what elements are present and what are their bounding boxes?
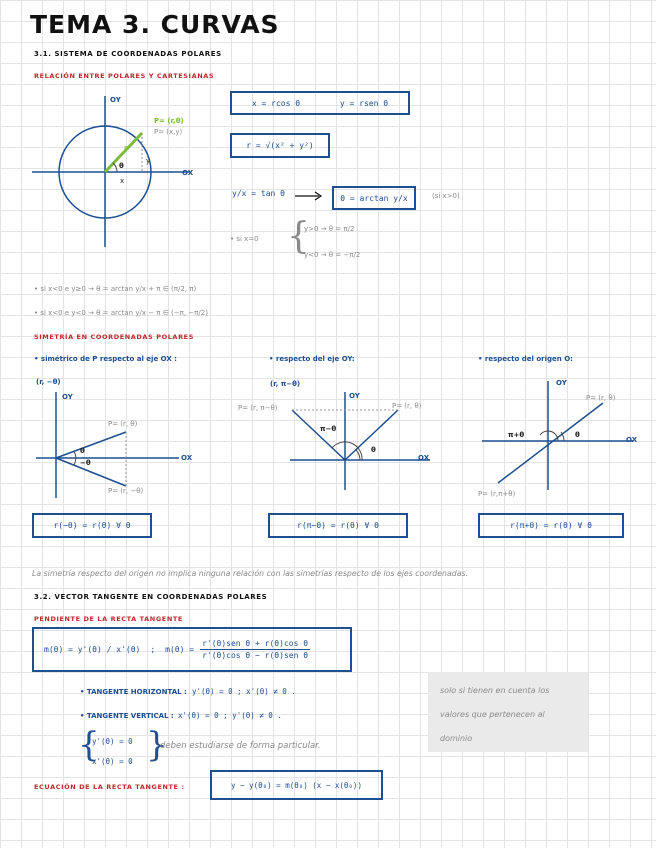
sym3-oy: OY bbox=[556, 379, 567, 387]
ecuacion-box bbox=[210, 770, 383, 800]
sym1-oy: OY bbox=[62, 393, 73, 401]
brace-left: { bbox=[78, 725, 100, 765]
pendiente-fraction bbox=[200, 639, 310, 660]
formula-r-box bbox=[230, 133, 330, 158]
side-note-line-2: valores que pertenecen al bbox=[440, 710, 545, 719]
sym2-p1: P= (r, π−θ) bbox=[238, 404, 278, 412]
circle-r-label: r bbox=[124, 144, 127, 152]
sym3-p2: P= (r,π+θ) bbox=[478, 490, 516, 498]
pendiente-heading: PENDIENTE DE LA RECTA TANGENTE bbox=[34, 615, 183, 623]
section-heading-2: 3.2. VECTOR TANGENTE EN COORDENADAS POLARES bbox=[34, 593, 268, 601]
sym2-formula: r(π−θ) = r(θ) ∀ θ bbox=[297, 521, 379, 530]
sym1-p2: P= (r, −θ) bbox=[108, 487, 144, 495]
case-x-neg-y-neg: • si x<0 e y<0 → θ = arctan y/x − π ∈ (−π, −π/2) bbox=[34, 309, 208, 317]
formula-arctan-box bbox=[332, 186, 416, 210]
tangente-horizontal-label: • TANGENTE HORIZONTAL : bbox=[80, 688, 187, 696]
sym2-ox: OX bbox=[418, 454, 430, 462]
pendiente-formula-b-lhs: m(θ) = bbox=[165, 645, 195, 654]
arrow-icon bbox=[295, 191, 323, 201]
brace-right: } bbox=[146, 725, 168, 765]
sym2-tag: (r, π−θ) bbox=[270, 380, 301, 388]
sym1-title: • simétrico de P respecto al eje OX : bbox=[34, 355, 177, 363]
circle-theta-label: θ bbox=[119, 162, 124, 170]
relacion-heading: RELACIÓN ENTRE POLARES Y CARTESIANAS bbox=[34, 72, 215, 80]
sym1-formula-box bbox=[32, 513, 152, 538]
sym2-title: • respecto del eje OY: bbox=[269, 355, 355, 363]
formula-r: r = √(x² + y²) bbox=[246, 141, 314, 150]
circle-x-label: x bbox=[120, 177, 125, 185]
sym1-theta: θ bbox=[80, 447, 85, 455]
case-y-negative: y<0 → θ = −π/2 bbox=[304, 251, 361, 259]
sym1-diagram bbox=[34, 390, 194, 500]
pendiente-formula-a: m(θ) = y'(θ) / x'(θ) bbox=[44, 645, 141, 654]
pendiente-denominator: r'(θ)cos θ − r(θ)sen θ bbox=[202, 651, 309, 660]
simetria-heading: SIMETRÍA EN COORDENADAS POLARES bbox=[34, 333, 194, 341]
sym3-formula-box bbox=[478, 513, 624, 538]
tangente-vertical-label: • TANGENTE VERTICAL : bbox=[80, 712, 174, 720]
case-y-positive: y>0 → θ = π/2 bbox=[304, 225, 355, 233]
sym1-formula: r(−θ) = r(θ) ∀ θ bbox=[53, 521, 131, 530]
case-x-neg-y-pos: • si x<0 e y≥0 → θ = arctan y/x + π ∈ (π/2, π) bbox=[34, 285, 197, 293]
sym1-tag: (r, −θ) bbox=[36, 378, 61, 386]
side-note-line-1: solo si tienen en cuenta los bbox=[440, 686, 550, 695]
symmetry-note: La simetría respecto del origen no implica ninguna relación con las simetrías respecto de los ejes coordenadas. bbox=[32, 569, 469, 578]
sym1-p1: P= (r, θ) bbox=[108, 420, 138, 428]
sym2-formula-box bbox=[268, 513, 408, 538]
sym3-formula: r(π+θ) = r(θ) ∀ θ bbox=[510, 521, 592, 530]
sym3-ox: OX bbox=[626, 436, 638, 444]
circle-p-label-cart: P= (x,y) bbox=[154, 128, 183, 136]
sym3-theta: θ bbox=[575, 431, 580, 439]
side-note-line-3: dominio bbox=[440, 734, 473, 743]
formula-arctan: θ = arctan y/x bbox=[340, 193, 408, 203]
sym1-mtheta: −θ bbox=[80, 459, 91, 467]
pendiente-formula-box bbox=[32, 627, 352, 672]
sym3-p1: P= (r, θ) bbox=[586, 394, 616, 402]
ecuacion-label: ECUACIÓN DE LA RECTA TANGENTE : bbox=[34, 783, 185, 791]
circle-y-label: y bbox=[146, 157, 151, 165]
ecuacion-formula: y − y(θ₀) = m(θ₀) (x − x(θ₀)) bbox=[231, 780, 362, 790]
formula-x-y-box bbox=[230, 91, 410, 115]
polar-circle-diagram bbox=[30, 92, 205, 252]
brace-text: deben estudiarse de forma particular. bbox=[160, 741, 321, 751]
sym3-diagram bbox=[478, 375, 643, 505]
pendiente-separator: ; bbox=[150, 645, 156, 654]
formula-x: x = rcos θ bbox=[251, 98, 301, 108]
page-title: TEMA 3. CURVAS bbox=[30, 10, 280, 39]
formula-y: y = rsen θ bbox=[339, 98, 389, 108]
tangente-vertical-value: x'(θ) = 0 ; y'(θ) ≠ 0 . bbox=[178, 711, 282, 720]
sym3-pitheta: π+θ bbox=[508, 431, 525, 439]
formula-arctan-note: (si x>0) bbox=[432, 192, 460, 200]
sym2-theta: θ bbox=[371, 446, 376, 454]
sym2-pitheta: π−θ bbox=[320, 425, 337, 433]
brace-bottom: x'(θ) = 0 bbox=[92, 757, 133, 766]
formula-tan: y/x = tan θ bbox=[232, 189, 285, 198]
sym1-ox: OX bbox=[181, 454, 193, 462]
circle-p-label: P= (r,θ) bbox=[154, 117, 184, 125]
section-heading-1: 3.1. SISTEMA DE COORDENADAS POLARES bbox=[34, 50, 222, 58]
case-brace: { bbox=[287, 216, 310, 257]
case-x-zero: • si x=0 bbox=[230, 235, 259, 243]
circle-oy-label: OY bbox=[110, 96, 121, 104]
sym2-p2: P= (r, θ) bbox=[392, 402, 422, 410]
sym3-title: • respecto del origen O: bbox=[478, 355, 573, 363]
brace-top: y'(θ) = 0 bbox=[92, 737, 133, 746]
pendiente-numerator: r'(θ)sen θ + r(θ)cos θ bbox=[202, 639, 309, 648]
circle-ox-label: OX bbox=[182, 169, 194, 177]
sym2-oy: OY bbox=[349, 392, 360, 400]
tangente-horizontal-value: y'(θ) = 0 ; x'(θ) ≠ 0 . bbox=[192, 687, 296, 696]
